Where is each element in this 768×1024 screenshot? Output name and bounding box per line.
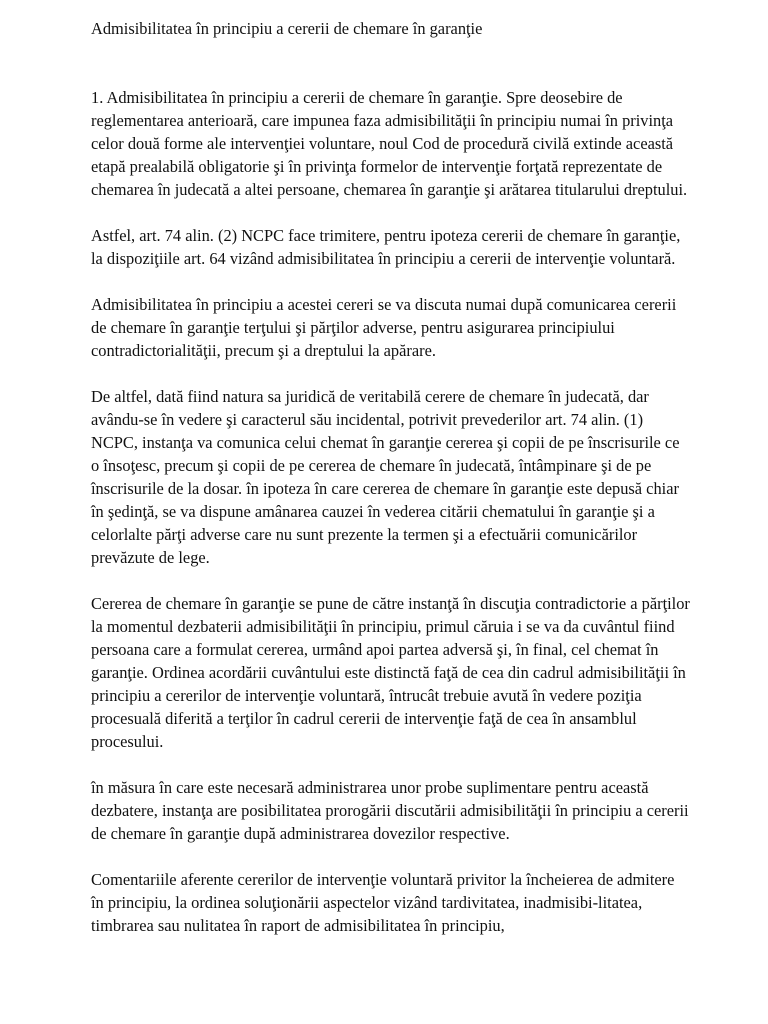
paragraph-6: în măsura în care este necesară administrarea unor probe suplimentare pentru această dezbatere, instanţa are posibilitatea prorogării discutării admisibilităţii în principiu a cererii de chemare în garanţie după administrarea dovezilor respective. — [91, 778, 689, 843]
document-title: Admisibilitatea în principiu a cererii de chemare în garanţie — [91, 19, 483, 38]
paragraph-4: De altfel, dată fiind natura sa juridică de veritabilă cerere de chemare în judecată, dar avându-se în vedere şi caracterul său incidental, potrivit prevederilor art. 74 alin. (1) NCPC, instanţa va comunica celui chemat în garanţie cererea şi copii de pe înscrisurile ce o însoţesc, precum şi copii de pe cererea de chemare în judecată, întâmpinare şi de pe înscrisurile de la dosar. în ipoteza în care cererea de chemare în garanţie este depusă chiar în şedinţă, se va dispune amânarea cauzei în vederea citării chematului în garanţie şi a celorlalte părţi adverse care nu sunt prezente la termen şi a efectuării comunicărilor prevăzute de lege. — [91, 387, 680, 567]
paragraph-3: Admisibilitatea în principiu a acestei cereri se va discuta numai după comunicarea cererii de chemare în garanţie terţului şi părţilor adverse, pentru asigurarea principiului contradictorialităţii, precum şi a dreptului la apărare. — [91, 295, 677, 360]
paragraph-7: Comentariile aferente cererilor de intervenţie voluntară privitor la încheierea de admitere în principiu, la ordinea soluţionării aspectelor vizând tardivitatea, inadmisibi-litatea, timbrarea sau nulitatea în raport de admisibilitatea în principiu, — [91, 870, 675, 935]
paragraph-5: Cererea de chemare în garanţie se pune de către instanţă în discuţia contradictorie a părţilor la momentul dezbaterii admisibilităţii în principiu, primul căruia i se va da cuvântul fiind persoana care a formulat cererea, urmând apoi partea adversă şi, în final, cel chemat în garanţie. Ordinea acordării cuvântului este distinctă faţă de cea din cadrul admisibilităţii în principiu a cererilor de intervenţie voluntară, întrucât trebuie avută în vedere poziţia procesuală diferită a terţilor în cadrul cererii de intervenţie faţă de cea în ansamblul procesului. — [91, 594, 690, 751]
paragraph-1: 1. Admisibilitatea în principiu a cererii de chemare în garanţie. Spre deosebire de reglementarea anterioară, care impunea faza admisibilităţii în principiu numai în privinţa celor două forme ale intervenţiei voluntare, noul Cod de procedură civilă extinde această etapă prealabilă obligatorie şi în privinţa formelor de intervenţie forţată reprezentate de chemarea în judecată a altei persoane, chemarea în garanţie şi arătarea titularului dreptului. — [91, 88, 688, 199]
document-page — [91, 17, 691, 960]
paragraph-2: Astfel, art. 74 alin. (2) NCPC face trimitere, pentru ipoteza cererii de chemare în garanţie, la dispoziţiile art. 64 vizând admisibilitatea în principiu a cererii de intervenţie voluntară. — [91, 226, 681, 268]
